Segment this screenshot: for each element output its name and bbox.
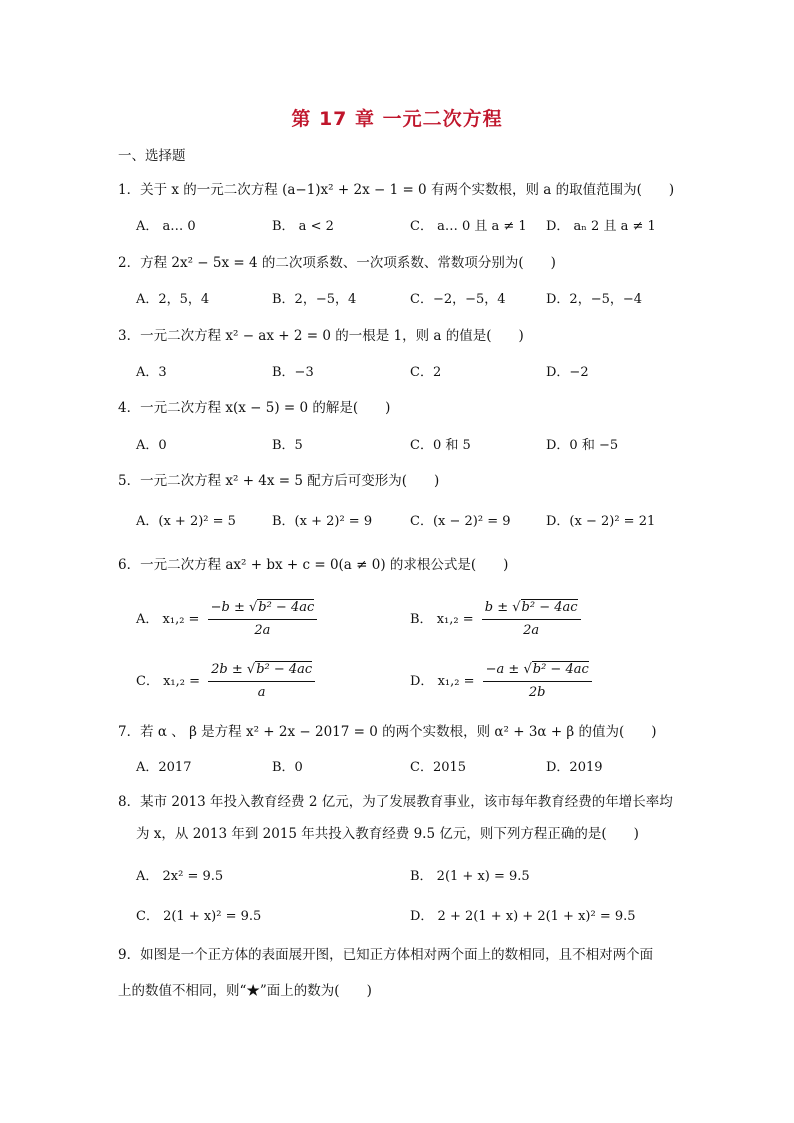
q2-option-b: B．2，−5，4 xyxy=(272,292,357,307)
q4-option-a: A．0 xyxy=(136,438,167,453)
question-3: 3．一元二次方程 x² − ax + 2 = 0 的一根是 1，则 a 的值是( ) xyxy=(118,328,524,344)
q1-option-c: C． a… 0 且 a ≠ 1 xyxy=(410,219,527,234)
q6-d-num-prefix: −a ± xyxy=(485,662,524,677)
q6-c-num-prefix: 2b ± xyxy=(211,662,247,677)
question-4: 4．一元二次方程 x(x − 5) = 0 的解是( ) xyxy=(118,400,391,416)
q6-c-denominator: a xyxy=(257,685,266,700)
q6-option-c-lhs: x₁,₂ = xyxy=(163,674,201,689)
q6-option-a-lhs: x₁,₂ = xyxy=(162,612,200,627)
q6-option-a-fraction: $\frac{\text{−b ± √b² − 4ac}}{2a}$ xyxy=(208,598,318,641)
question-8-line-2: 为 x，从 2013 年到 2015 年共投入教育经费 9.5 亿元，则下列方程正确的是( ) xyxy=(136,826,639,842)
q6-a-denominator: 2a xyxy=(254,623,271,638)
q5-option-b: B．(x + 2)² = 9 xyxy=(272,514,373,529)
q4-option-c: C．0 和 5 xyxy=(410,438,471,453)
q6-option-c-label: C． xyxy=(136,674,159,689)
question-5: 5．一元二次方程 x² + 4x = 5 配方后可变形为( ) xyxy=(118,473,440,489)
q5-option-a: A．(x + 2)² = 5 xyxy=(136,514,236,529)
q6-option-b-fraction: $\frac{\text{b ± √b² − 4ac}}{2a}$ xyxy=(482,598,581,641)
q6-option-c-fraction: $\frac{\text{2b ± √b² − 4ac}}{a}$ xyxy=(208,660,315,703)
q6-option-b xyxy=(410,598,581,641)
q8-option-d: D． 2 + 2(1 + x) + 2(1 + x)² = 9.5 xyxy=(410,909,636,924)
q3-option-b: B．−3 xyxy=(272,365,314,380)
q6-option-c xyxy=(136,660,315,703)
q8-option-a: A． 2x² = 9.5 xyxy=(136,869,224,884)
section-heading: 一、选择题 xyxy=(118,148,186,164)
q7-option-c: C．2015 xyxy=(410,760,467,775)
q7-option-b: B．0 xyxy=(272,760,303,775)
q6-c-radicand: b² − 4ac xyxy=(256,662,313,677)
q6-b-denominator: 2a xyxy=(523,623,540,638)
question-9-line-1: 9．如图是一个正方体的表面展开图，已知正方体相对两个面上的数相同，且不相对两个面 xyxy=(118,947,654,963)
q4-option-d: D．0 和 −5 xyxy=(546,438,619,453)
q6-option-d-label: D． xyxy=(410,674,434,689)
question-1: 1．关于 x 的一元二次方程 (a−1)x² + 2x − 1 = 0 有两个实数根，则 a 的取值范围为( ) xyxy=(118,182,675,198)
q7-option-d: D．2019 xyxy=(546,760,603,775)
q1-option-a: A． a… 0 xyxy=(136,219,196,234)
q3-option-c: C．2 xyxy=(410,365,442,380)
q6-option-b-label: B． xyxy=(410,612,433,627)
question-7: 7．若 α 、 β 是方程 x² + 2x − 2017 = 0 的两个实数根，则 α² + 3α + β 的值为( ) xyxy=(118,724,657,740)
q6-b-radicand: b² − 4ac xyxy=(521,600,578,615)
q6-d-radicand: b² − 4ac xyxy=(532,662,589,677)
q8-option-c: C． 2(1 + x)² = 9.5 xyxy=(136,909,262,924)
q6-a-radicand: b² − 4ac xyxy=(258,600,315,615)
q2-option-d: D．2，−5，−4 xyxy=(546,292,643,307)
q3-option-d: D．−2 xyxy=(546,365,589,380)
question-8-line-1: 8．某市 2013 年投入教育经费 2 亿元，为了发展教育事业，该市每年教育经费的年增长率均 xyxy=(118,794,673,810)
page-title: 第 17 章 一元二次方程 xyxy=(291,108,503,130)
q6-option-b-lhs: x₁,₂ = xyxy=(436,612,474,627)
question-6: 6．一元二次方程 ax² + bx + c = 0(a ≠ 0) 的求根公式是( ) xyxy=(118,557,509,573)
q6-option-d-lhs: x₁,₂ = xyxy=(437,674,475,689)
question-9-line-2: 上的数值不相同，则“★”面上的数为( ) xyxy=(118,983,372,999)
q6-option-a xyxy=(136,598,317,641)
question-2: 2．方程 2x² − 5x = 4 的二次项系数、一次项系数、常数项分别为( ) xyxy=(118,255,556,271)
q3-option-a: A．3 xyxy=(136,365,167,380)
q2-option-c: C．−2，−5，4 xyxy=(410,292,506,307)
q7-option-a: A．2017 xyxy=(136,760,192,775)
q1-option-d: D． aₙ 2 且 a ≠ 1 xyxy=(546,219,656,234)
q4-option-b: B．5 xyxy=(272,438,303,453)
q1-option-b: B． a < 2 xyxy=(272,219,334,234)
q2-option-a: A．2，5，4 xyxy=(136,292,210,307)
q5-option-c: C．(x − 2)² = 9 xyxy=(410,514,511,529)
q6-option-d xyxy=(410,660,592,703)
q5-option-d: D．(x − 2)² = 21 xyxy=(546,514,656,529)
q6-option-d-fraction: $\frac{\text{−a ± √b² − 4ac}}{2b}$ xyxy=(483,660,592,703)
q6-a-num-prefix: −b ± xyxy=(210,600,249,615)
q6-option-a-label: A． xyxy=(136,612,159,627)
q6-d-denominator: 2b xyxy=(528,685,546,700)
q8-option-b: B． 2(1 + x) = 9.5 xyxy=(410,869,530,884)
q6-b-num-prefix: b ± xyxy=(484,600,513,615)
